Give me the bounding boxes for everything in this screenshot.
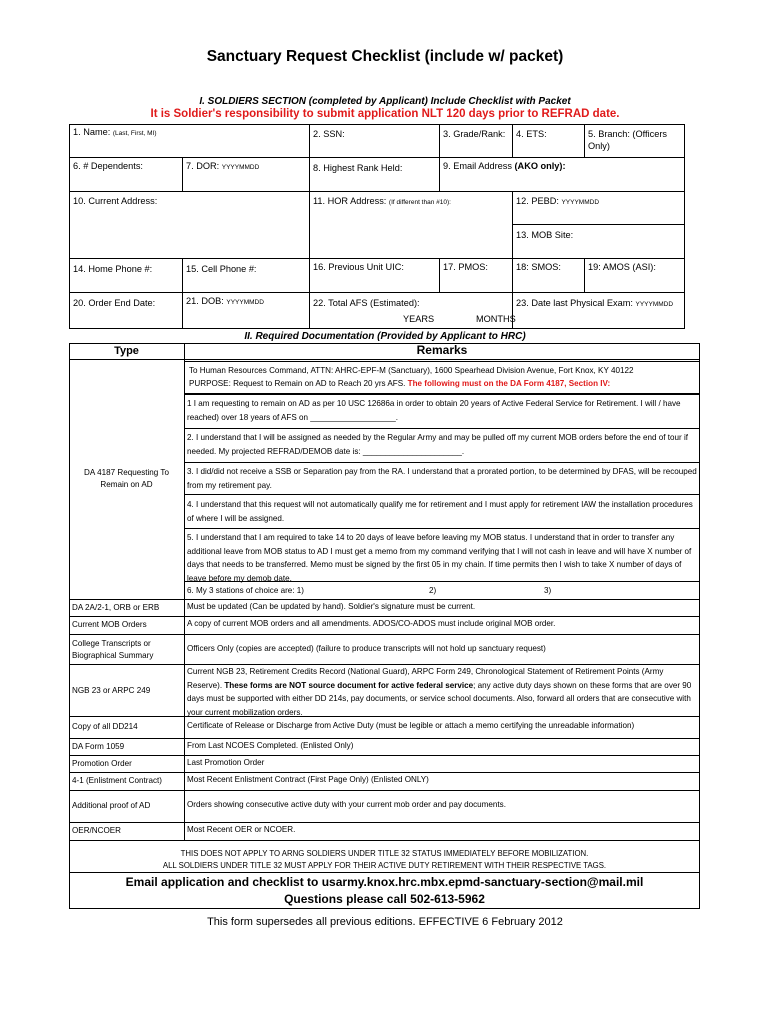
table-row-remark: From Last NCOES Completed. (Enlisted Only)	[187, 741, 354, 750]
title32-note-1: THIS DOES NOT APPLY TO ARNG SOLDIERS UNDER TITLE 32 STATUS IMMEDIATELY BEFORE MOBILIZATION.	[180, 849, 589, 858]
table-row-remark: Most Recent OER or NCOER.	[187, 825, 296, 834]
table-row-type: Promotion Order	[72, 759, 132, 768]
table-row-remark: Most Recent Enlistment Contract (First Page Only) (Enlisted ONLY)	[187, 775, 429, 784]
da4187-type: DA 4187 Requesting To Remain on AD	[84, 468, 169, 489]
name-field[interactable]	[69, 125, 309, 141]
dor-hint: YYYYMMDD	[221, 164, 260, 171]
col-remarks-header: Remarks	[416, 343, 468, 357]
home-phone-field[interactable]: 14. Home Phone #:	[73, 264, 153, 274]
dob-label: 21. DOB:	[186, 296, 224, 306]
table-row-type: College Transcripts or Biographical Summary	[72, 639, 154, 660]
address-box	[184, 361, 700, 394]
last-physical-label: 23. Date last Physical Exam:	[516, 298, 633, 308]
item-3: 3. I did/did not receive a SSB or Separation pay from the RA. I understand that a prorated portion, to be determined by DFAS, will be recouped from my retirement pay.	[187, 467, 697, 490]
hor-address-field[interactable]	[309, 194, 512, 210]
email-hint: (AKO only):	[514, 161, 566, 171]
ngb-remark-a: Current NGB 23, Retirement Credits Record (National Guard), ARPC Form 249, Chronological Statement of Retirement Points (Army Reserve).	[187, 667, 664, 690]
item-2: 2. I understand that I will be assigned as needed by the Regular Army and may be pulled off my current MOB orders before the end of tour if needed. My projected REFRAD/DEMOB date is: ______________________.	[187, 433, 689, 456]
ets-field[interactable]: 4. ETS:	[516, 129, 547, 139]
table-row-type: Additional proof of AD	[72, 801, 151, 810]
contact-block	[69, 874, 700, 908]
hrc-address: To Human Resources Command, ATTN: AHRC-EPF-M (Sanctuary), 1600 Spearhead Division Avenue, Fort Knox, KY 40122	[189, 366, 634, 375]
table-row-remark: A copy of current MOB orders and all amendments. ADOS/CO-ADOS must include original MOB order.	[187, 619, 556, 628]
supersedes-note: This form supersedes all previous editions. EFFECTIVE 6 February 2012	[207, 916, 563, 928]
ssn-field[interactable]: 2. SSN:	[313, 129, 345, 139]
email-label: 9. Email Address	[443, 161, 512, 171]
grade-field[interactable]: 3. Grade/Rank:	[443, 129, 506, 139]
purpose-red-text: The following must on the DA Form 4187, Section IV:	[407, 379, 611, 388]
last-physical-field[interactable]	[512, 296, 685, 312]
dor-label: 7. DOR:	[186, 161, 220, 171]
email-field[interactable]	[439, 159, 685, 175]
table-row-type: Current MOB Orders	[72, 620, 147, 629]
table-row-remark: Orders showing consecutive active duty with your current mob order and pay documents.	[187, 800, 506, 809]
table-row-type: 4-1 (Enlistment Contract)	[72, 776, 162, 785]
section1-heading: I. SOLDIERS SECTION (completed by Applicant) Include Checklist with Packet	[199, 96, 571, 107]
table-row-remark	[184, 665, 700, 719]
name-label: 1. Name:	[73, 127, 111, 137]
section2-heading: II. Required Documentation (Provided by Applicant to HRC)	[244, 331, 526, 342]
hor-hint: (If different than #10):	[388, 199, 451, 206]
total-afs-field[interactable]: 22. Total AFS (Estimated):	[313, 298, 420, 308]
purpose-line	[189, 377, 695, 390]
table-row-remark: Officers Only (copies are accepted) (failure to produce transcripts will not hold up sanctuary request)	[187, 644, 546, 653]
table-row-type: DA Form 1059	[72, 742, 125, 751]
pebd-label: 12. PEBD:	[516, 196, 559, 206]
table-row-remark: Last Promotion Order	[187, 758, 265, 767]
table-row-type: OER/NCOER	[72, 826, 122, 835]
branch-field[interactable]: 5. Branch: (Officers Only)	[588, 129, 667, 151]
item-6-text: 6. My 3 stations of choice are: 1)	[187, 586, 304, 595]
prev-uic-field[interactable]: 16. Previous Unit UIC:	[313, 262, 404, 272]
highest-rank-field[interactable]: 8. Highest Rank Held:	[313, 163, 403, 173]
item-6-choice-3: 3)	[544, 586, 552, 595]
order-end-field[interactable]: 20. Order End Date:	[73, 298, 156, 308]
dependents-field[interactable]: 6. # Dependents:	[73, 161, 143, 171]
item-6	[184, 584, 700, 598]
item-6-choice-2: 2)	[429, 586, 437, 595]
ngb-remark-b: ; any active duty days shown on these forms that are over 90 days must be supported with either DD 214s, pay documents, or service school documents. Also, forward all orders that are consecutive with your current mobilization orders.	[187, 680, 692, 717]
current-address-field[interactable]: 10. Current Address:	[73, 196, 158, 206]
table-row-type: Copy of all DD214	[72, 722, 138, 731]
refrad-notice: It is Soldier's responsibility to submit application NLT 120 days prior to REFRAD date.	[150, 108, 620, 120]
pebd-hint: YYYYMMDD	[561, 199, 600, 206]
col-type-header: Type	[114, 345, 139, 357]
hor-label: 11. HOR Address:	[313, 196, 387, 206]
table-row-type: DA 2A/2-1, ORB or ERB	[72, 603, 160, 612]
dob-hint: YYYYMMDD	[226, 299, 264, 306]
table-row-type: NGB 23 or ARPC 249	[72, 686, 151, 695]
table-row-remark: Must be updated (Can be updated by hand). Soldier's signature must be current.	[187, 602, 476, 611]
pmos-field[interactable]: 17. PMOS:	[443, 262, 488, 272]
name-hint: (Last, First, MI)	[112, 130, 157, 137]
title32-note	[69, 848, 700, 872]
phone-instruction: Questions please call 502-613-5962	[284, 892, 485, 906]
title32-note-2: ALL SOLDIERS UNDER TITLE 32 MUST APPLY FOR THEIR ACTIVE DUTY RETIREMENT WITH THEIR RESPECTIVE TAGS.	[162, 861, 607, 870]
page-title: Sanctuary Request Checklist (include w/ packet)	[206, 48, 564, 65]
amos-field[interactable]: 19: AMOS (ASI):	[588, 262, 656, 272]
dor-field[interactable]	[182, 159, 309, 175]
item-1: 1 I am requesting to remain on AD as per 10 USC 12686a in order to obtain 20 years of Active Federal Service for Retirement. I will / have reached) over 18 years of AFS on ___________________.	[187, 399, 681, 422]
months-label: MONTHS	[476, 314, 516, 324]
dob-field[interactable]	[182, 294, 309, 310]
ngb-remark-bold: These forms are NOT source document for active federal service	[224, 680, 474, 690]
last-physical-hint: YYYYMMDD	[635, 301, 674, 308]
cell-phone-field[interactable]: 15. Cell Phone #:	[186, 264, 257, 274]
smos-field[interactable]: 18: SMOS:	[516, 262, 561, 272]
purpose-text: PURPOSE: Request to Remain on AD to Reach 20 yrs AFS.	[189, 379, 406, 388]
pebd-field[interactable]	[512, 194, 685, 210]
mob-site-field[interactable]: 13. MOB Site:	[516, 230, 574, 240]
item-5: 5. I understand that I am required to take 14 to 20 days of leave before leaving my MOB status. I understand that in order to transfer any additional leave from MOB status to AD I must get a memo from my command verifying that I will not cash in leave and will have X number of days that needs to be transferred. Memo must be signed by the first 05 in my chain. If time permits then I wish to take X number of days of leave before my demob date.	[187, 533, 692, 583]
email-instruction: Email application and checklist to usarmy.knox.hrc.mbx.epmd-sanctuary-section@mail.mil	[125, 875, 644, 889]
table-row-remark: Certificate of Release or Discharge from Active Duty (must be legible or attach a memo certifying the unreadable information)	[187, 721, 635, 730]
years-label: YEARS	[403, 314, 435, 324]
item-4: 4. I understand that this request will not automatically qualify me for retirement and I must apply for retirement IAW the installation procedures of where I will be assigned.	[187, 500, 693, 523]
